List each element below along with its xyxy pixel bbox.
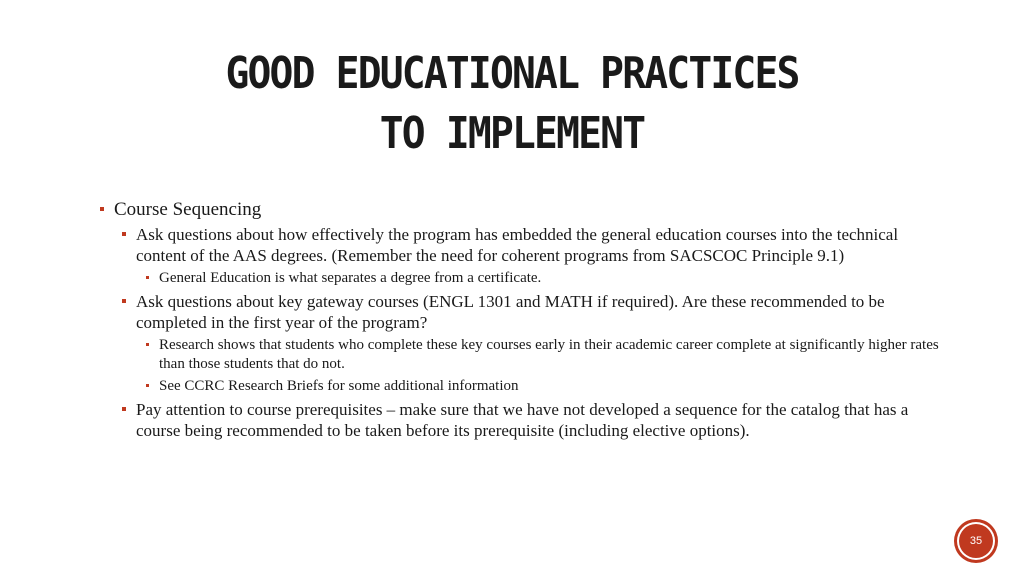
bullet-text: Research shows that students who complete these key courses early in their academic career complete at significantly higher rates than those students that do not.	[159, 337, 939, 372]
square-bullet-icon	[146, 276, 149, 279]
title-line-1: GOOD EDUCATIONAL PRACTICES	[225, 48, 799, 99]
bullet-item-gateway-courses	[122, 291, 940, 333]
bullet-list	[100, 198, 940, 441]
square-bullet-icon	[146, 384, 149, 387]
title-line-2: TO IMPLEMENT	[379, 108, 645, 159]
page-number-badge: 35	[957, 522, 995, 560]
slide-title	[186, 44, 838, 164]
bullet-text: General Education is what separates a degree from a certificate.	[159, 270, 542, 286]
bullet-text: Course Sequencing	[114, 199, 262, 220]
bullet-item-degree-vs-certificate	[146, 269, 940, 288]
bullet-item-general-education	[122, 224, 940, 266]
bullet-item-ccrc-briefs	[146, 377, 940, 396]
bullet-item-research-shows	[146, 336, 940, 374]
square-bullet-icon	[122, 407, 126, 411]
square-bullet-icon	[122, 232, 126, 236]
bullet-text: Ask questions about key gateway courses (ENGL 1301 and MATH if required). Are these recommended to be completed in the first year of the program?	[136, 292, 885, 332]
bullet-item-course-sequencing	[100, 198, 940, 221]
bullet-item-prerequisites	[122, 399, 940, 441]
square-bullet-icon	[122, 299, 126, 303]
square-bullet-icon	[100, 207, 104, 211]
square-bullet-icon	[146, 343, 149, 346]
bullet-text: Ask questions about how effectively the program has embedded the general education courses into the technical content of the AAS degrees. (Remember the need for coherent programs from SACSCOC Principle 9.1)	[136, 225, 899, 265]
bullet-text: Pay attention to course prerequisites – make sure that we have not developed a sequence for the catalog that has a course being recommended to be taken before its prerequisite (including elective options).	[136, 400, 909, 440]
bullet-text: See CCRC Research Briefs for some additional information	[159, 378, 519, 394]
